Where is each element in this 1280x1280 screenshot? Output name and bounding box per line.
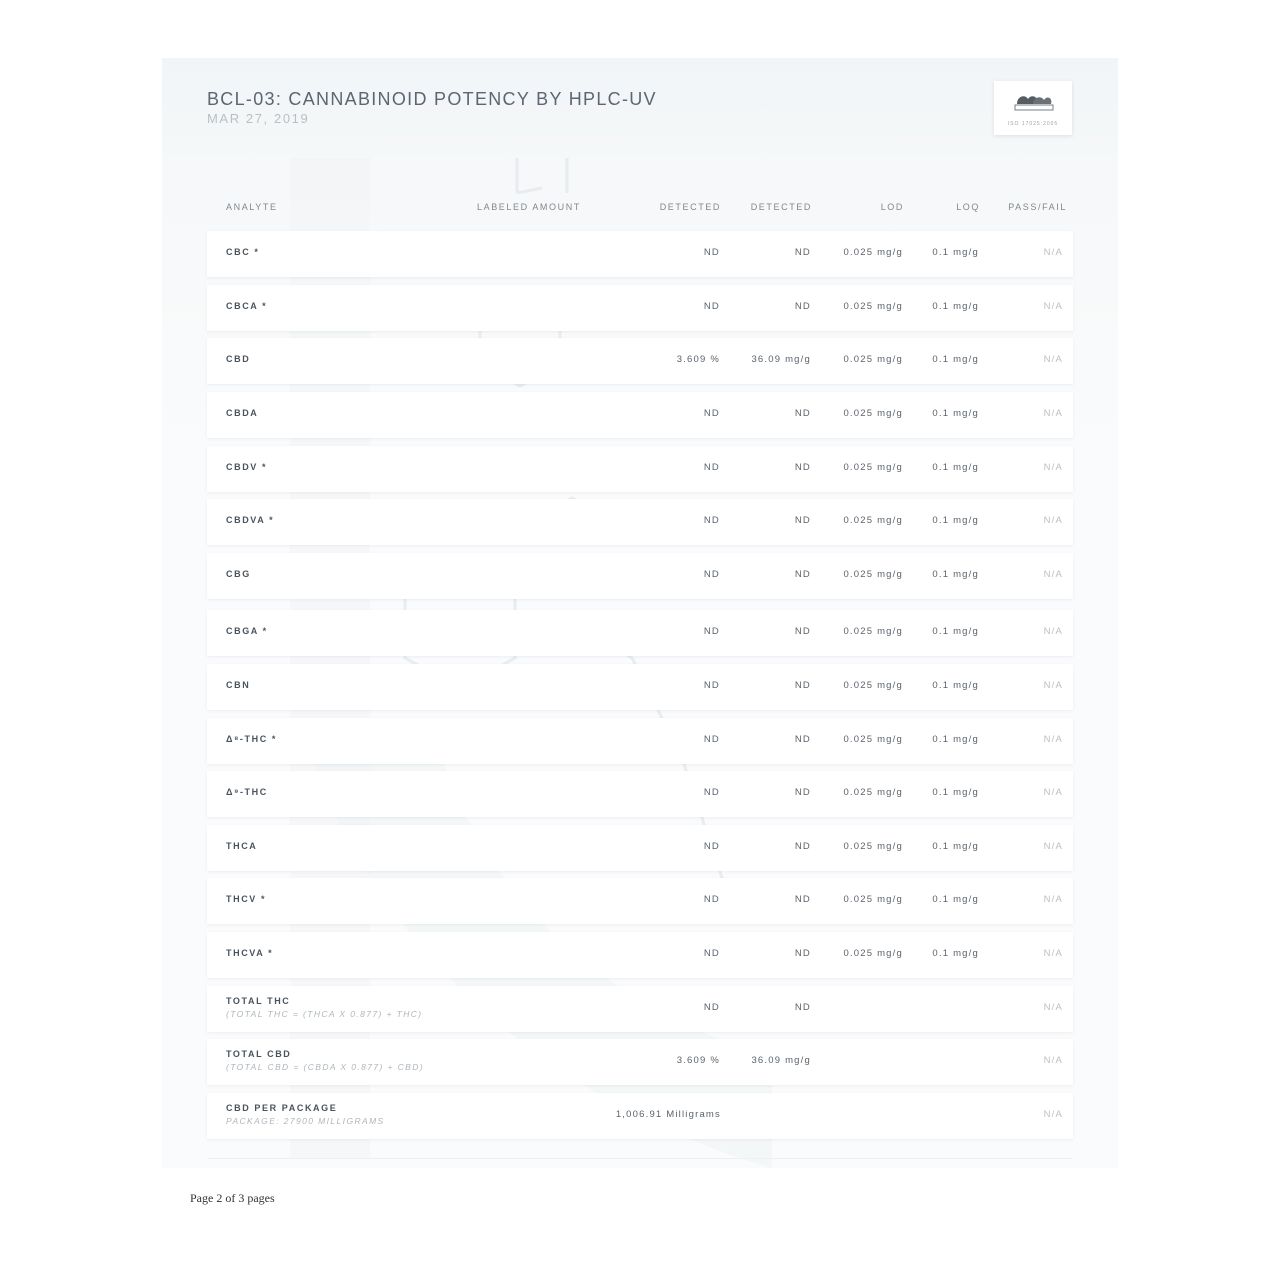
- analyte-cell: CBDVA *: [226, 515, 275, 525]
- table-row: [207, 231, 1073, 277]
- detected-mg-cell: ND: [794, 680, 811, 691]
- lod-cell: 0.025 mg/g: [843, 680, 903, 691]
- analyte-cell: CBDV *: [226, 462, 268, 472]
- pass-fail-cell: N/A: [1043, 734, 1063, 745]
- pass-fail-cell: N/A: [1043, 301, 1063, 312]
- col-analyte: ANALYTE: [226, 202, 278, 212]
- analyte-cell: CBGA *: [226, 626, 268, 636]
- analyte-formula: PACKAGE: 27900 MILLIGRAMS: [226, 1116, 385, 1126]
- pass-fail-cell: N/A: [1043, 626, 1063, 637]
- page-number: Page 2 of 3 pages: [190, 1191, 275, 1205]
- analyte-cell: CBD: [226, 354, 251, 364]
- loq-cell: 0.1 mg/g: [932, 841, 979, 852]
- table-row: [207, 986, 1073, 1032]
- detected-mg-cell: ND: [794, 787, 811, 798]
- col-lod: LOD: [880, 202, 904, 212]
- detected-percent-cell: ND: [703, 948, 720, 959]
- detected-percent-cell: ND: [703, 787, 720, 798]
- loq-cell: 0.1 mg/g: [932, 247, 979, 258]
- pass-fail-cell: N/A: [1043, 462, 1063, 473]
- col-detected-mg: DETECTED: [750, 202, 812, 212]
- detected-percent-cell: ND: [703, 1002, 720, 1013]
- table-row: [207, 285, 1073, 331]
- pass-fail-cell: N/A: [1043, 408, 1063, 419]
- analyte-formula: (TOTAL CBD = (CBDA X 0.877) + CBD): [226, 1062, 424, 1072]
- analyte-cell: CBDA: [226, 408, 259, 418]
- analyte-cell: TOTAL CBD: [226, 1049, 292, 1059]
- col-detected-percent: DETECTED: [659, 202, 721, 212]
- table-row: [207, 1039, 1073, 1085]
- report-title: BCL-03: CANNABINOID POTENCY BY HPLC-UV: [207, 89, 657, 109]
- table-row: [207, 1093, 1073, 1139]
- pass-fail-cell: N/A: [1043, 680, 1063, 691]
- col-labeled-amount: LABELED AMOUNT: [477, 202, 581, 212]
- loq-cell: 0.1 mg/g: [932, 301, 979, 312]
- loq-cell: 0.1 mg/g: [932, 948, 979, 959]
- pass-fail-cell: N/A: [1043, 787, 1063, 798]
- detected-percent-cell: ND: [703, 569, 720, 580]
- pass-fail-cell: N/A: [1043, 894, 1063, 905]
- lod-cell: 0.025 mg/g: [843, 841, 903, 852]
- loq-cell: 0.1 mg/g: [932, 680, 979, 691]
- lod-cell: 0.025 mg/g: [843, 626, 903, 637]
- pass-fail-cell: N/A: [1043, 1002, 1063, 1013]
- analyte-cell: Δ⁸-THC *: [226, 734, 278, 744]
- loq-cell: 0.1 mg/g: [932, 894, 979, 905]
- lod-cell: 0.025 mg/g: [843, 894, 903, 905]
- pass-fail-cell: N/A: [1043, 1109, 1063, 1120]
- detected-percent-cell: ND: [703, 894, 720, 905]
- detected-percent-cell: ND: [703, 408, 720, 419]
- loq-cell: 0.1 mg/g: [932, 354, 979, 365]
- labeled-amount-cell: 1,006.91 Milligrams: [615, 1109, 721, 1120]
- report-page: [162, 58, 1118, 1168]
- detected-percent-cell: 3.609 %: [676, 354, 720, 365]
- detected-mg-cell: ND: [794, 515, 811, 526]
- lod-cell: 0.025 mg/g: [843, 515, 903, 526]
- pass-fail-cell: N/A: [1043, 354, 1063, 365]
- lab-seal-icon: [1011, 90, 1055, 118]
- detected-percent-cell: ND: [703, 462, 720, 473]
- detected-mg-cell: ND: [794, 301, 811, 312]
- analyte-cell: THCA: [226, 841, 258, 851]
- table-bottom-divider: [207, 1158, 1073, 1159]
- detected-percent-cell: 3.609 %: [676, 1055, 720, 1066]
- loq-cell: 0.1 mg/g: [932, 462, 979, 473]
- table-row: [207, 718, 1073, 764]
- detected-mg-cell: ND: [794, 569, 811, 580]
- analyte-cell: Δ⁹-THC: [226, 787, 268, 797]
- lod-cell: 0.025 mg/g: [843, 787, 903, 798]
- detected-mg-cell: 36.09 mg/g: [751, 354, 811, 365]
- table-row: [207, 825, 1073, 871]
- table-row: [207, 610, 1073, 656]
- analyte-cell: CBN: [226, 680, 251, 690]
- table-row: [207, 878, 1073, 924]
- detected-percent-cell: ND: [703, 680, 720, 691]
- loq-cell: 0.1 mg/g: [932, 626, 979, 637]
- detected-mg-cell: ND: [794, 247, 811, 258]
- analyte-cell: THCVA *: [226, 948, 274, 958]
- lod-cell: 0.025 mg/g: [843, 301, 903, 312]
- detected-percent-cell: ND: [703, 841, 720, 852]
- loq-cell: 0.1 mg/g: [932, 408, 979, 419]
- pass-fail-cell: N/A: [1043, 247, 1063, 258]
- lod-cell: 0.025 mg/g: [843, 569, 903, 580]
- analyte-formula: (TOTAL THC = (THCA X 0.877) + THC): [226, 1009, 423, 1019]
- detected-mg-cell: ND: [794, 948, 811, 959]
- analyte-cell: CBD PER PACKAGE: [226, 1103, 338, 1113]
- lod-cell: 0.025 mg/g: [843, 462, 903, 473]
- lod-cell: 0.025 mg/g: [843, 948, 903, 959]
- col-pass-fail: PASS/FAIL: [1008, 202, 1067, 212]
- detected-mg-cell: ND: [794, 1002, 811, 1013]
- detected-percent-cell: ND: [703, 515, 720, 526]
- logo-caption: ISO 17025:2005: [1007, 121, 1059, 127]
- table-row: [207, 553, 1073, 599]
- pass-fail-cell: N/A: [1043, 569, 1063, 580]
- pass-fail-cell: N/A: [1043, 515, 1063, 526]
- pass-fail-cell: N/A: [1043, 841, 1063, 852]
- analyte-cell: CBC *: [226, 247, 260, 257]
- detected-percent-cell: ND: [703, 626, 720, 637]
- analyte-cell: TOTAL THC: [226, 996, 291, 1006]
- loq-cell: 0.1 mg/g: [932, 787, 979, 798]
- detected-percent-cell: ND: [703, 301, 720, 312]
- detected-mg-cell: 36.09 mg/g: [751, 1055, 811, 1066]
- lod-cell: 0.025 mg/g: [843, 354, 903, 365]
- loq-cell: 0.1 mg/g: [932, 734, 979, 745]
- loq-cell: 0.1 mg/g: [932, 515, 979, 526]
- analyte-cell: CBG: [226, 569, 251, 579]
- detected-mg-cell: ND: [794, 734, 811, 745]
- table-row: [207, 338, 1073, 384]
- analyte-cell: CBCA *: [226, 301, 268, 311]
- detected-mg-cell: ND: [794, 626, 811, 637]
- pass-fail-cell: N/A: [1043, 1055, 1063, 1066]
- detected-mg-cell: ND: [794, 841, 811, 852]
- lod-cell: 0.025 mg/g: [843, 247, 903, 258]
- detected-percent-cell: ND: [703, 247, 720, 258]
- table-row: [207, 446, 1073, 492]
- table-row: [207, 771, 1073, 817]
- lod-cell: 0.025 mg/g: [843, 734, 903, 745]
- pass-fail-cell: N/A: [1043, 948, 1063, 959]
- detected-mg-cell: ND: [794, 462, 811, 473]
- detected-percent-cell: ND: [703, 734, 720, 745]
- table-row: [207, 499, 1073, 545]
- detected-mg-cell: ND: [794, 894, 811, 905]
- table-row: [207, 664, 1073, 710]
- table-row: [207, 392, 1073, 438]
- lod-cell: 0.025 mg/g: [843, 408, 903, 419]
- lab-logo: [994, 81, 1072, 135]
- loq-cell: 0.1 mg/g: [932, 569, 979, 580]
- detected-mg-cell: ND: [794, 408, 811, 419]
- report-date: MAR 27, 2019: [207, 111, 310, 126]
- table-row: [207, 932, 1073, 978]
- col-loq: LOQ: [956, 202, 980, 212]
- analyte-cell: THCV *: [226, 894, 267, 904]
